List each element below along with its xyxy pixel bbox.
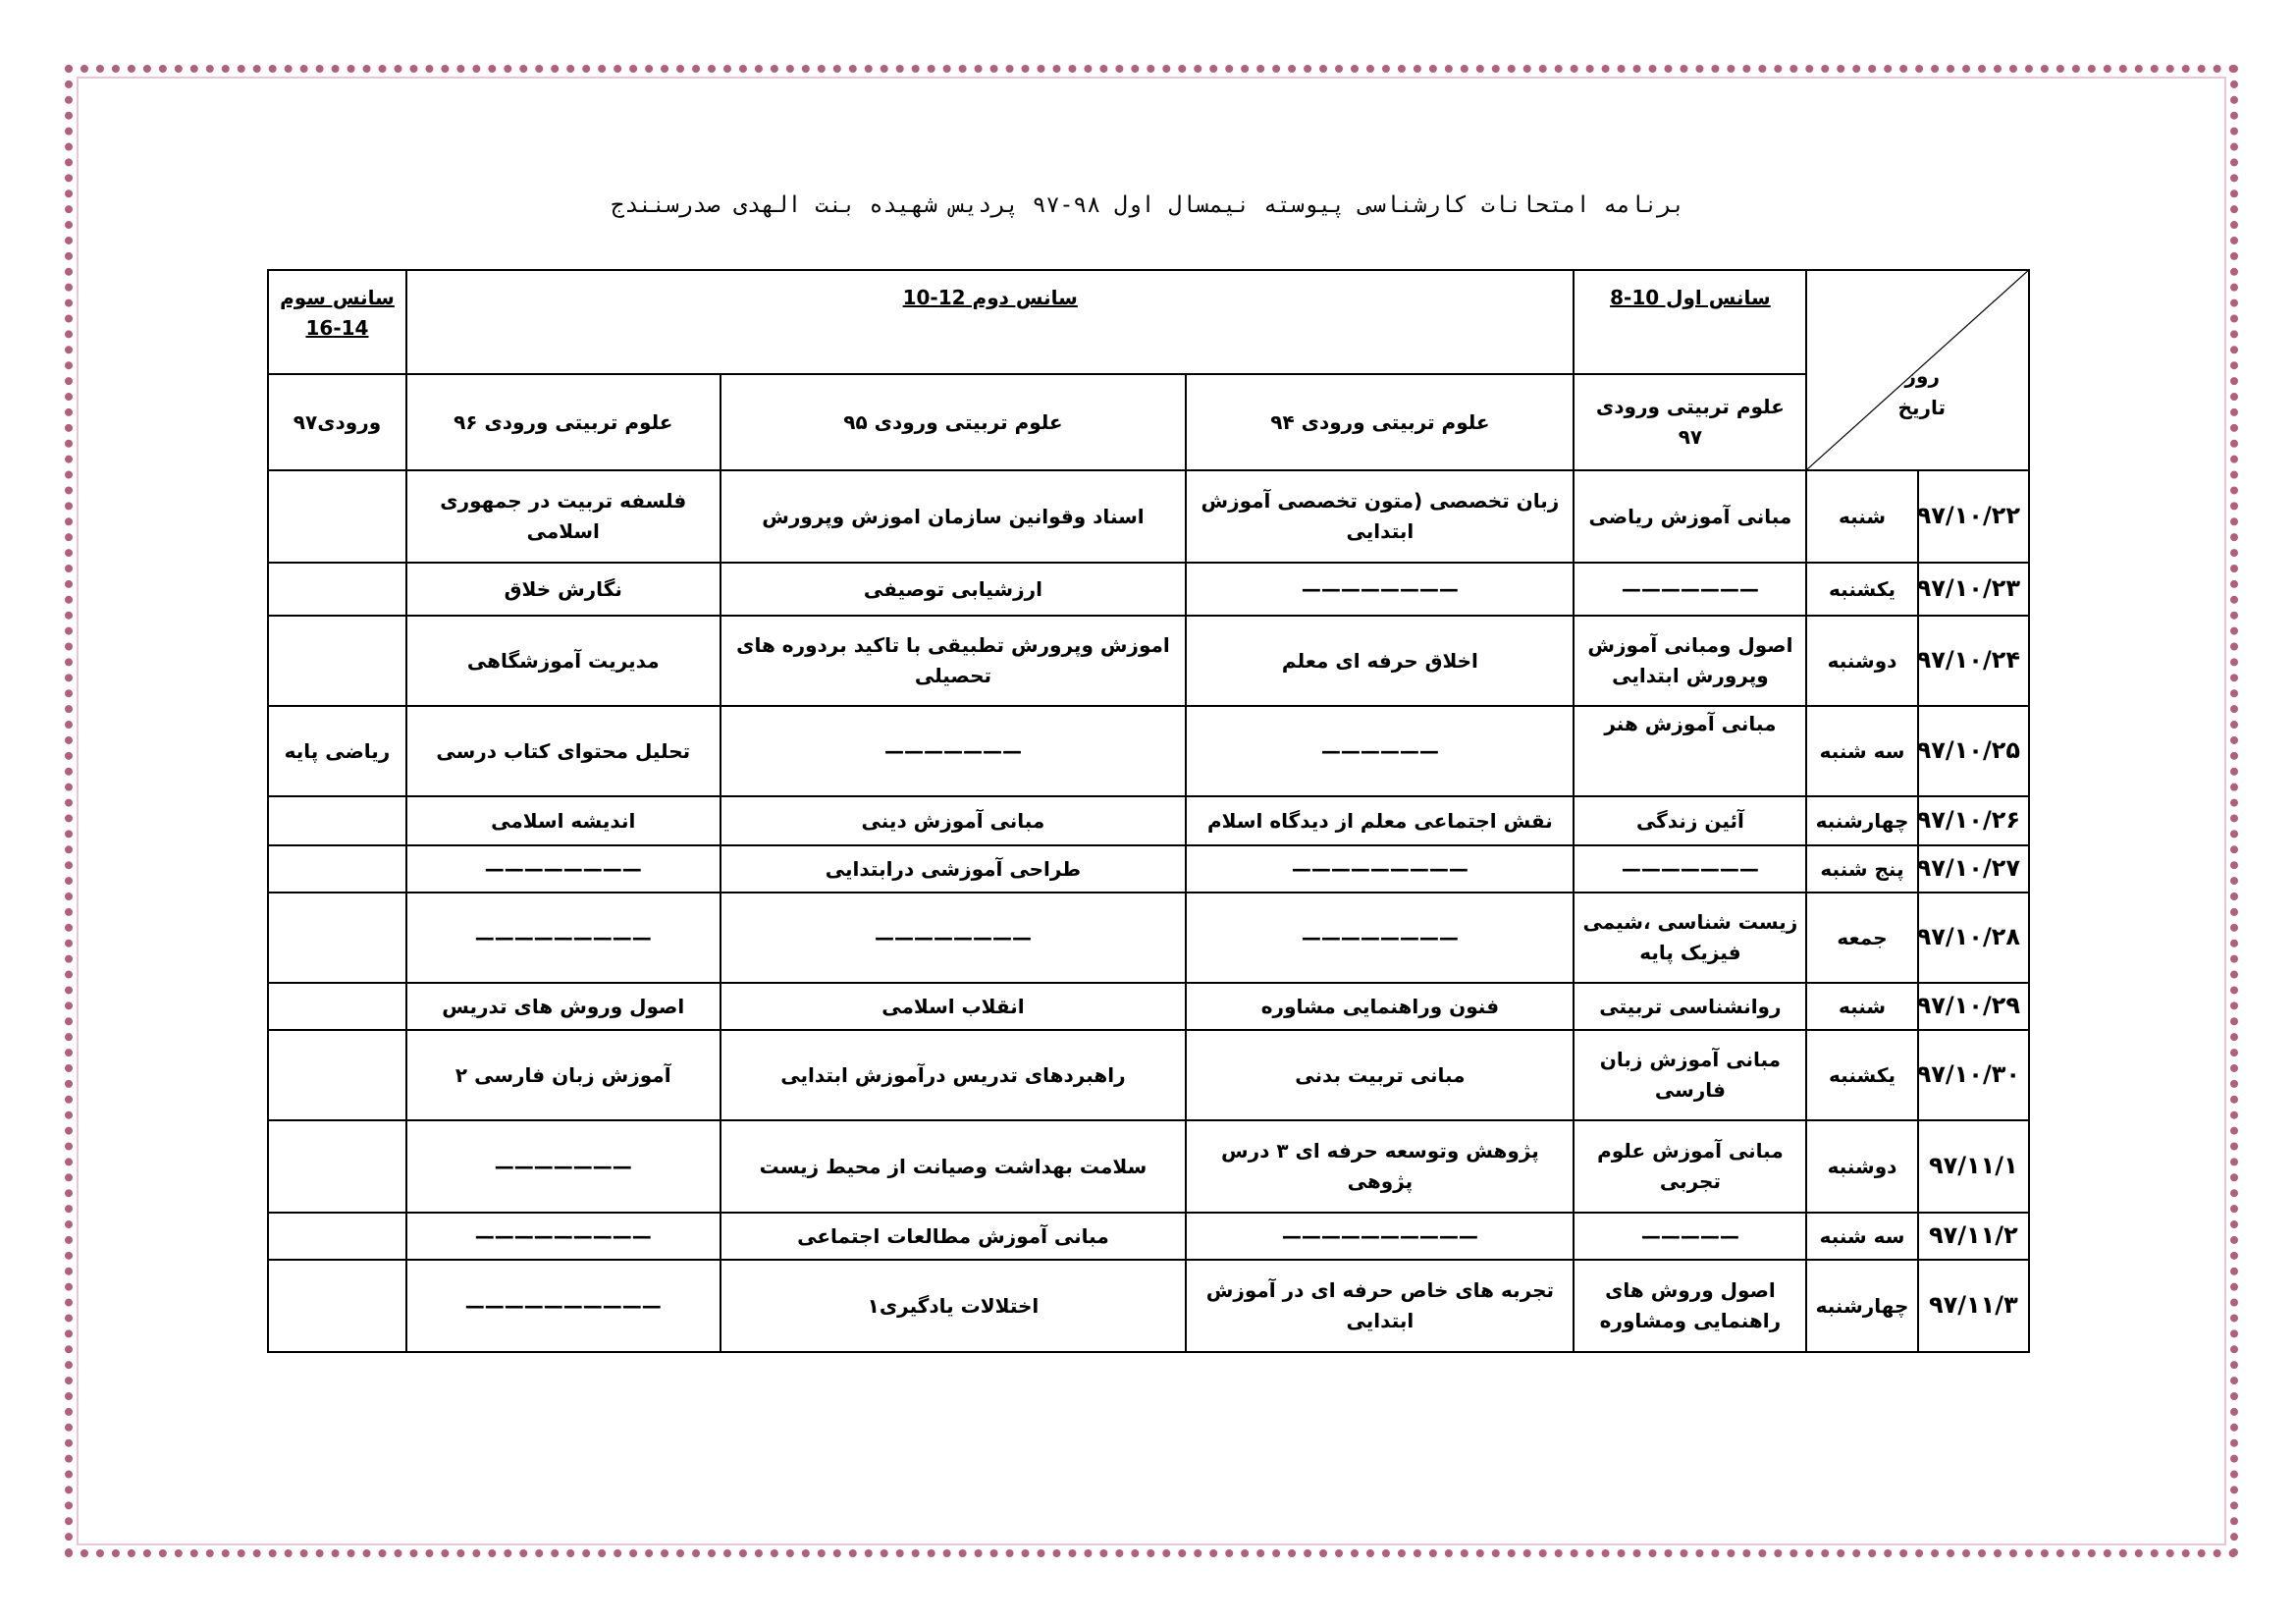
session-2-course-96: —————————	[406, 1213, 721, 1260]
table-row	[268, 796, 2029, 845]
exam-date: ۹۷/۱۰/۲۹	[1918, 983, 2029, 1030]
table-row	[268, 1213, 2029, 1260]
session-2-course-95: راهبردهای تدریس درآموزش ابتدایی	[721, 1030, 1187, 1120]
exam-day: چهارشنبه	[1806, 1260, 1917, 1352]
session-2-course-96: ————————	[406, 845, 721, 893]
session-3-course	[268, 1213, 406, 1260]
session-1-course: —————	[1574, 1213, 1806, 1260]
session-2-course-96: نگارش خلاق	[406, 563, 721, 616]
session-2-course-96: آموزش زبان فارسی ۲	[406, 1030, 721, 1120]
session-2-course-94: ————————	[1186, 893, 1574, 983]
session-1-course: مبانی آموزش هنر	[1574, 706, 1806, 796]
session-2-course-94: زبان تخصصی (متون تخصصی آموزش ابتدایی	[1186, 470, 1574, 563]
session-2-course-95: طراحی آموزشی درابتدایی	[721, 845, 1187, 893]
session-2-course-96: مدیریت آموزشگاهی	[406, 616, 721, 706]
session-2-course-95: اموزش وپرورش تطبیقی با تاکید بردوره های تحصیلی	[721, 616, 1187, 706]
exam-day: سه شنبه	[1806, 1213, 1917, 1260]
exam-date: ۹۷/۱۰/۲۸	[1918, 893, 2029, 983]
cohort-s2-94: علوم تربیتی ورودی ۹۴	[1186, 374, 1574, 470]
page-title: برنامه امتحانات کارشناسی پیوسته نیمسال اول ۹۸-۹۷ پردیس شهیده بنت الهدی صدرسنندج	[611, 192, 1685, 218]
exam-day: دوشنبه	[1806, 1120, 1917, 1213]
session-1-course: آئین زندگی	[1574, 796, 1806, 845]
cohort-s1-97: علوم تربیتی ورودی ۹۷	[1574, 374, 1806, 470]
session-2-course-96: اصول وروش های تدریس	[406, 983, 721, 1030]
corner-date-label: تاریخ	[1897, 396, 1946, 419]
exam-date: ۹۷/۱۱/۱	[1918, 1120, 2029, 1213]
session-1-course: روانشناسی تربیتی	[1574, 983, 1806, 1030]
exam-date: ۹۷/۱۰/۲۶	[1918, 796, 2029, 845]
table-row	[268, 1030, 2029, 1120]
session-2-course-94: ——————————	[1186, 1213, 1574, 1260]
session-2-header: سانس دوم 12-10	[406, 270, 1575, 374]
session-2-course-94: ————————	[1186, 563, 1574, 616]
table-row	[268, 563, 2029, 616]
session-2-course-94: پژوهش وتوسعه حرفه ای ۳ درس پژوهی	[1186, 1120, 1574, 1213]
session-2-course-95: ارزشیابی توصیفی	[721, 563, 1187, 616]
exam-date: ۹۷/۱۱/۳	[1918, 1260, 2029, 1352]
session-3-course	[268, 563, 406, 616]
cohort-s3-97: ورودی۹۷	[268, 374, 406, 470]
table-row	[268, 983, 2029, 1030]
session-3-course	[268, 1120, 406, 1213]
session-3-course: ریاضی پایه	[268, 706, 406, 796]
exam-date: ۹۷/۱۰/۲۵	[1918, 706, 2029, 796]
cohort-header-row	[268, 374, 2029, 470]
table-row	[268, 1260, 2029, 1352]
table-row	[268, 1120, 2029, 1213]
exam-schedule-table	[267, 269, 2030, 1353]
session-3-course	[268, 470, 406, 563]
exam-day: دوشنبه	[1806, 616, 1917, 706]
session-3-course	[268, 983, 406, 1030]
session-2-course-96: تحلیل محتوای کتاب درسی	[406, 706, 721, 796]
session-2-course-94: ——————	[1186, 706, 1574, 796]
session-3-course	[268, 845, 406, 893]
session-1-course: مبانی آموزش علوم تجربی	[1574, 1120, 1806, 1213]
exam-date: ۹۷/۱۰/۲۷	[1918, 845, 2029, 893]
exam-date: ۹۷/۱۰/۲۴	[1918, 616, 2029, 706]
exam-date: ۹۷/۱۰/۲۲	[1918, 470, 2029, 563]
session-3-course	[268, 616, 406, 706]
session-header-row	[268, 270, 2029, 374]
cohort-s2-96: علوم تربیتی ورودی ۹۶	[406, 374, 721, 470]
table-row	[268, 470, 2029, 563]
session-1-course: اصول ومبانی آموزش وپرورش ابتدایی	[1574, 616, 1806, 706]
session-3-course	[268, 1260, 406, 1352]
session-2-course-94: تجربه های خاص حرفه ای در آموزش ابتدایی	[1186, 1260, 1574, 1352]
exam-day: جمعه	[1806, 893, 1917, 983]
session-2-course-96: فلسفه تربیت در جمهوری اسلامی	[406, 470, 721, 563]
exam-day: یکشنبه	[1806, 1030, 1917, 1120]
cohort-s2-95: علوم تربیتی ورودی ۹۵	[721, 374, 1187, 470]
table-row	[268, 616, 2029, 706]
exam-date: ۹۷/۱۰/۳۰	[1918, 1030, 2029, 1120]
exam-day: چهارشنبه	[1806, 796, 1917, 845]
session-2-course-94: مبانی تربیت بدنی	[1186, 1030, 1574, 1120]
session-2-course-95: مبانی آموزش مطالعات اجتماعی	[721, 1213, 1187, 1260]
session-1-course: ———————	[1574, 845, 1806, 893]
corner-day-label: روز	[1904, 364, 1940, 388]
exam-day: پنج شنبه	[1806, 845, 1917, 893]
session-2-course-96: اندیشه اسلامی	[406, 796, 721, 845]
exam-day: شنبه	[1806, 470, 1917, 563]
session-2-course-95: اختلالات یادگیری۱	[721, 1260, 1187, 1352]
session-2-course-96: ——————————	[406, 1260, 721, 1352]
exam-date: ۹۷/۱۰/۲۳	[1918, 563, 2029, 616]
session-2-course-95: مبانی آموزش دینی	[721, 796, 1187, 845]
exam-date: ۹۷/۱۱/۲	[1918, 1213, 2029, 1260]
session-1-course: ———————	[1574, 563, 1806, 616]
session-3-course	[268, 796, 406, 845]
session-3-header: سانس سوم 14-16	[268, 270, 406, 374]
table-row	[268, 845, 2029, 893]
session-1-header: سانس اول 10-8	[1574, 270, 1806, 374]
session-2-course-94: —————————	[1186, 845, 1574, 893]
session-1-course: زیست شناسی ،شیمی فیزیک پایه	[1574, 893, 1806, 983]
session-2-course-96: —————————	[406, 893, 721, 983]
session-2-course-95: اسناد وقوانین سازمان اموزش وپرورش	[721, 470, 1187, 563]
session-2-course-95: انقلاب اسلامی	[721, 983, 1187, 1030]
day-date-corner	[1806, 270, 2029, 470]
session-2-course-95: ———————	[721, 706, 1187, 796]
session-3-course	[268, 1030, 406, 1120]
session-2-course-96: ———————	[406, 1120, 721, 1213]
session-1-course: مبانی آموزش زبان فارسی	[1574, 1030, 1806, 1120]
exam-day: شنبه	[1806, 983, 1917, 1030]
session-2-course-94: اخلاق حرفه ای معلم	[1186, 616, 1574, 706]
exam-day: یکشنبه	[1806, 563, 1917, 616]
table-row	[268, 893, 2029, 983]
session-1-course: اصول وروش های راهنمایی ومشاوره	[1574, 1260, 1806, 1352]
session-2-course-95: ————————	[721, 893, 1187, 983]
table-row	[268, 706, 2029, 796]
session-1-course: مبانی آموزش ریاضی	[1574, 470, 1806, 563]
session-3-course	[268, 893, 406, 983]
exam-day: سه شنبه	[1806, 706, 1917, 796]
session-2-course-94: نقش اجتماعی معلم از دیدگاه اسلام	[1186, 796, 1574, 845]
session-2-course-94: فنون وراهنمایی مشاوره	[1186, 983, 1574, 1030]
session-2-course-95: سلامت بهداشت وصیانت از محیط زیست	[721, 1120, 1187, 1213]
